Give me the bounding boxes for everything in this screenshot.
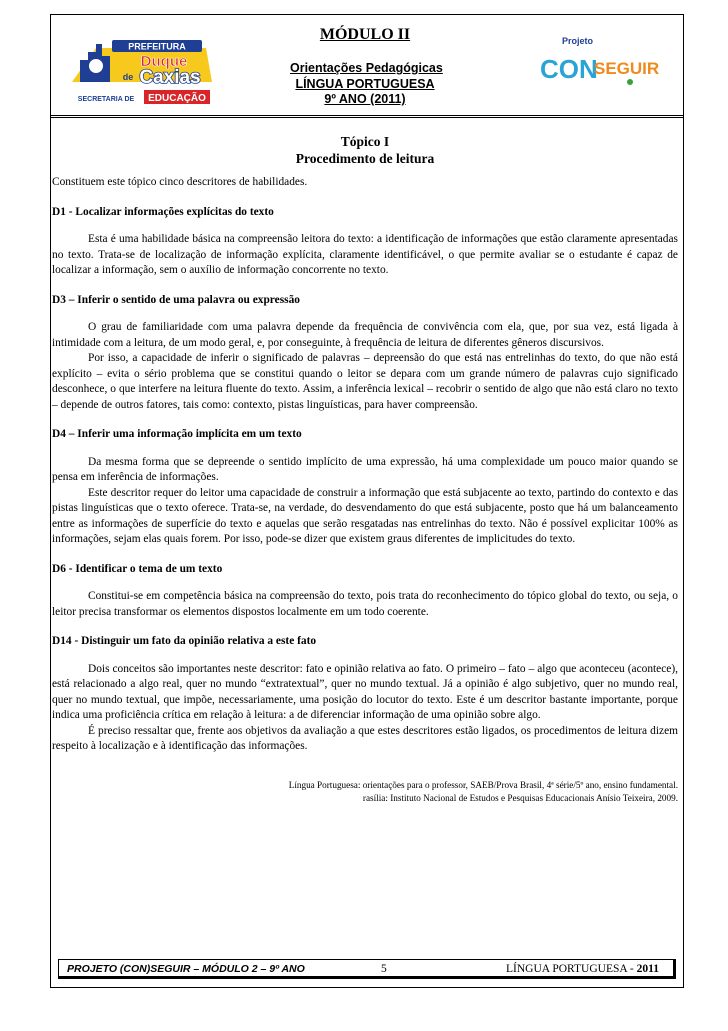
header-rule-double (50, 117, 684, 118)
section-d1-paragraph: Esta é uma habilidade básica na compreensão leitora do texto: a identificação de informações que estão claramente apresentadas no texto. Trata-se de localização de informação explícita, claramente identificável, o que permite avaliar se o estudante é capaz de localizar a informação, sem o auxílio de informação concorrente no texto. (52, 233, 678, 276)
module-title: MÓDULO II (319, 26, 411, 43)
section-d3-paragraph: O grau de familiaridade com uma palavra depende da frequência de convivência com ela, que, por sua vez, está ligada à intimidade com a leitura, de um modo geral, e, por conseguinte, à frequência de leitura de diferentes gêneros discursivos. (52, 321, 678, 349)
header-guidance-line: Orientações Pedagógicas (290, 61, 443, 75)
logo-duque-text: Duque (140, 53, 188, 70)
intro-paragraph: Constituem este tópico cinco descritores de habilidades. (52, 176, 308, 188)
section-d14-paragraph: É preciso ressaltar que, frente aos objetivos da avaliação a que estes descritores estão ligados, os procedimentos de leitura dizem respeito à localização e à identificação das informações. (52, 724, 678, 752)
document-body (52, 175, 678, 755)
footer-subject-label: LÍNGUA PORTUGUESA - (506, 963, 637, 975)
footer-year: 2011 (636, 963, 659, 975)
footer-page-number: 5 (381, 963, 387, 975)
logo-projeto-text: Projeto (562, 36, 594, 46)
section-d14-paragraph: Dois conceitos são importantes neste descritor: fato e opinião relativa ao fato. O primeiro – fato – algo que aconteceu (acontece), está relacionado a algo real, quer no mundo “extratextual”, quer no mundo textual. Já a opinião é algo subjetivo, quer no mundo real, quer no mundo textual, que impõe, necessariamente, uma posição do locutor do texto. Este é um descritor bastante importante, porque indica uma proficiência crítica em relação à leitura: a de diferenciar informação de uma opinião sobre algo. (52, 662, 678, 721)
header-year-line: 9º ANO (2011) (324, 92, 406, 106)
citation-line: rasília: Instituto Nacional de Estudos e Pesquisas Educacionais Anísio Teixeira, 2009. (362, 793, 678, 803)
section-d6-paragraph: Constitui-se em competência básica na compreensão do texto, pois trata do reconhecimento do tópico global do texto, ou seja, o leitor precisa transformar os elementos dispostos localmente em um todo coerente. (52, 590, 678, 618)
header-rule (50, 115, 684, 116)
logo-caxias-text: Caxias (139, 67, 201, 88)
header-subject-line: LÍNGUA PORTUGUESA (295, 76, 435, 91)
section-d3-paragraph: Por isso, a capacidade de inferir o significado de palavras – depreensão do que está nas entrelinhas do texto, do que não está explícito – evita o sério problema que se constitui quando o leitor se depara com um grande número de palavras cujo significado desconhece, o que interfere na leitura fluente do texto. Assim, a inferência lexical – recobrir o sentido de algo que não está claro no texto – depende de outros fatores, tais como: contexto, pistas linguísticas, para haver compreensão. (52, 352, 678, 411)
section-d4-paragraph: Este descritor requer do leitor uma capacidade de construir a informação que está subjacente ao texto, partindo do contexto e das pistas linguísticas que o texto oferece. Trata-se, na verdade, do desvendamento do que está subjacente, posto que há um balanceamento entre as informações de superfície do texto e aquelas que serão resgatadas nas entrelinhas do texto. Não é possível explicitar 100% as informações, sejam elas quais forem. Por isso, pode-se dizer que existem graus diferentes de implicitudes do texto. (52, 486, 678, 545)
logo-secretaria-text: SECRETARIA DE (77, 96, 135, 103)
logo-con-text: CON (540, 54, 598, 84)
topic-title: Procedimento de leitura (295, 151, 435, 166)
section-heading-d14: D14 - Distinguir um fato da opinião relativa a este fato (52, 635, 317, 647)
header-subtitle (290, 61, 443, 108)
logo-educacao-text: EDUCAÇÃO (148, 93, 206, 104)
logo-seguir-text: SEGUIR (594, 59, 660, 78)
logo-prefeitura-text: PREFEITURA (128, 41, 186, 52)
topic-heading (230, 133, 500, 167)
prefeitura-duque-de-caxias-logo (66, 26, 218, 110)
page-footer (58, 959, 676, 979)
section-heading-d4: D4 – Inferir uma informação implícita em um texto (52, 428, 302, 440)
section-d4-paragraph: Da mesma forma que se depreende o sentido implícito de uma expressão, há uma complexidade um pouco maior quando se pensa em inferência de informações. (52, 455, 678, 483)
logo-dot-icon (627, 79, 633, 85)
citation-line: Língua Portuguesa: orientações para o professor, SAEB/Prova Brasil, 4ª série/5º ano, ensino fundamental. (288, 780, 678, 790)
section-heading-d6: D6 - Identificar o tema de um texto (52, 562, 223, 575)
citation (250, 779, 678, 805)
logo-de-text: de (122, 72, 134, 82)
projeto-conseguir-logo (534, 30, 662, 90)
topic-label: Tópico I (340, 134, 390, 149)
footer-project-label: PROJETO (CON)SEGUIR – MÓDULO 2 – 9º ANO (67, 963, 305, 975)
section-heading-d1: D1 - Localizar informações explícitas do texto (52, 205, 274, 218)
section-heading-d3: D3 – Inferir o sentido de uma palavra ou expressão (52, 293, 300, 306)
footer-subject (506, 960, 659, 978)
